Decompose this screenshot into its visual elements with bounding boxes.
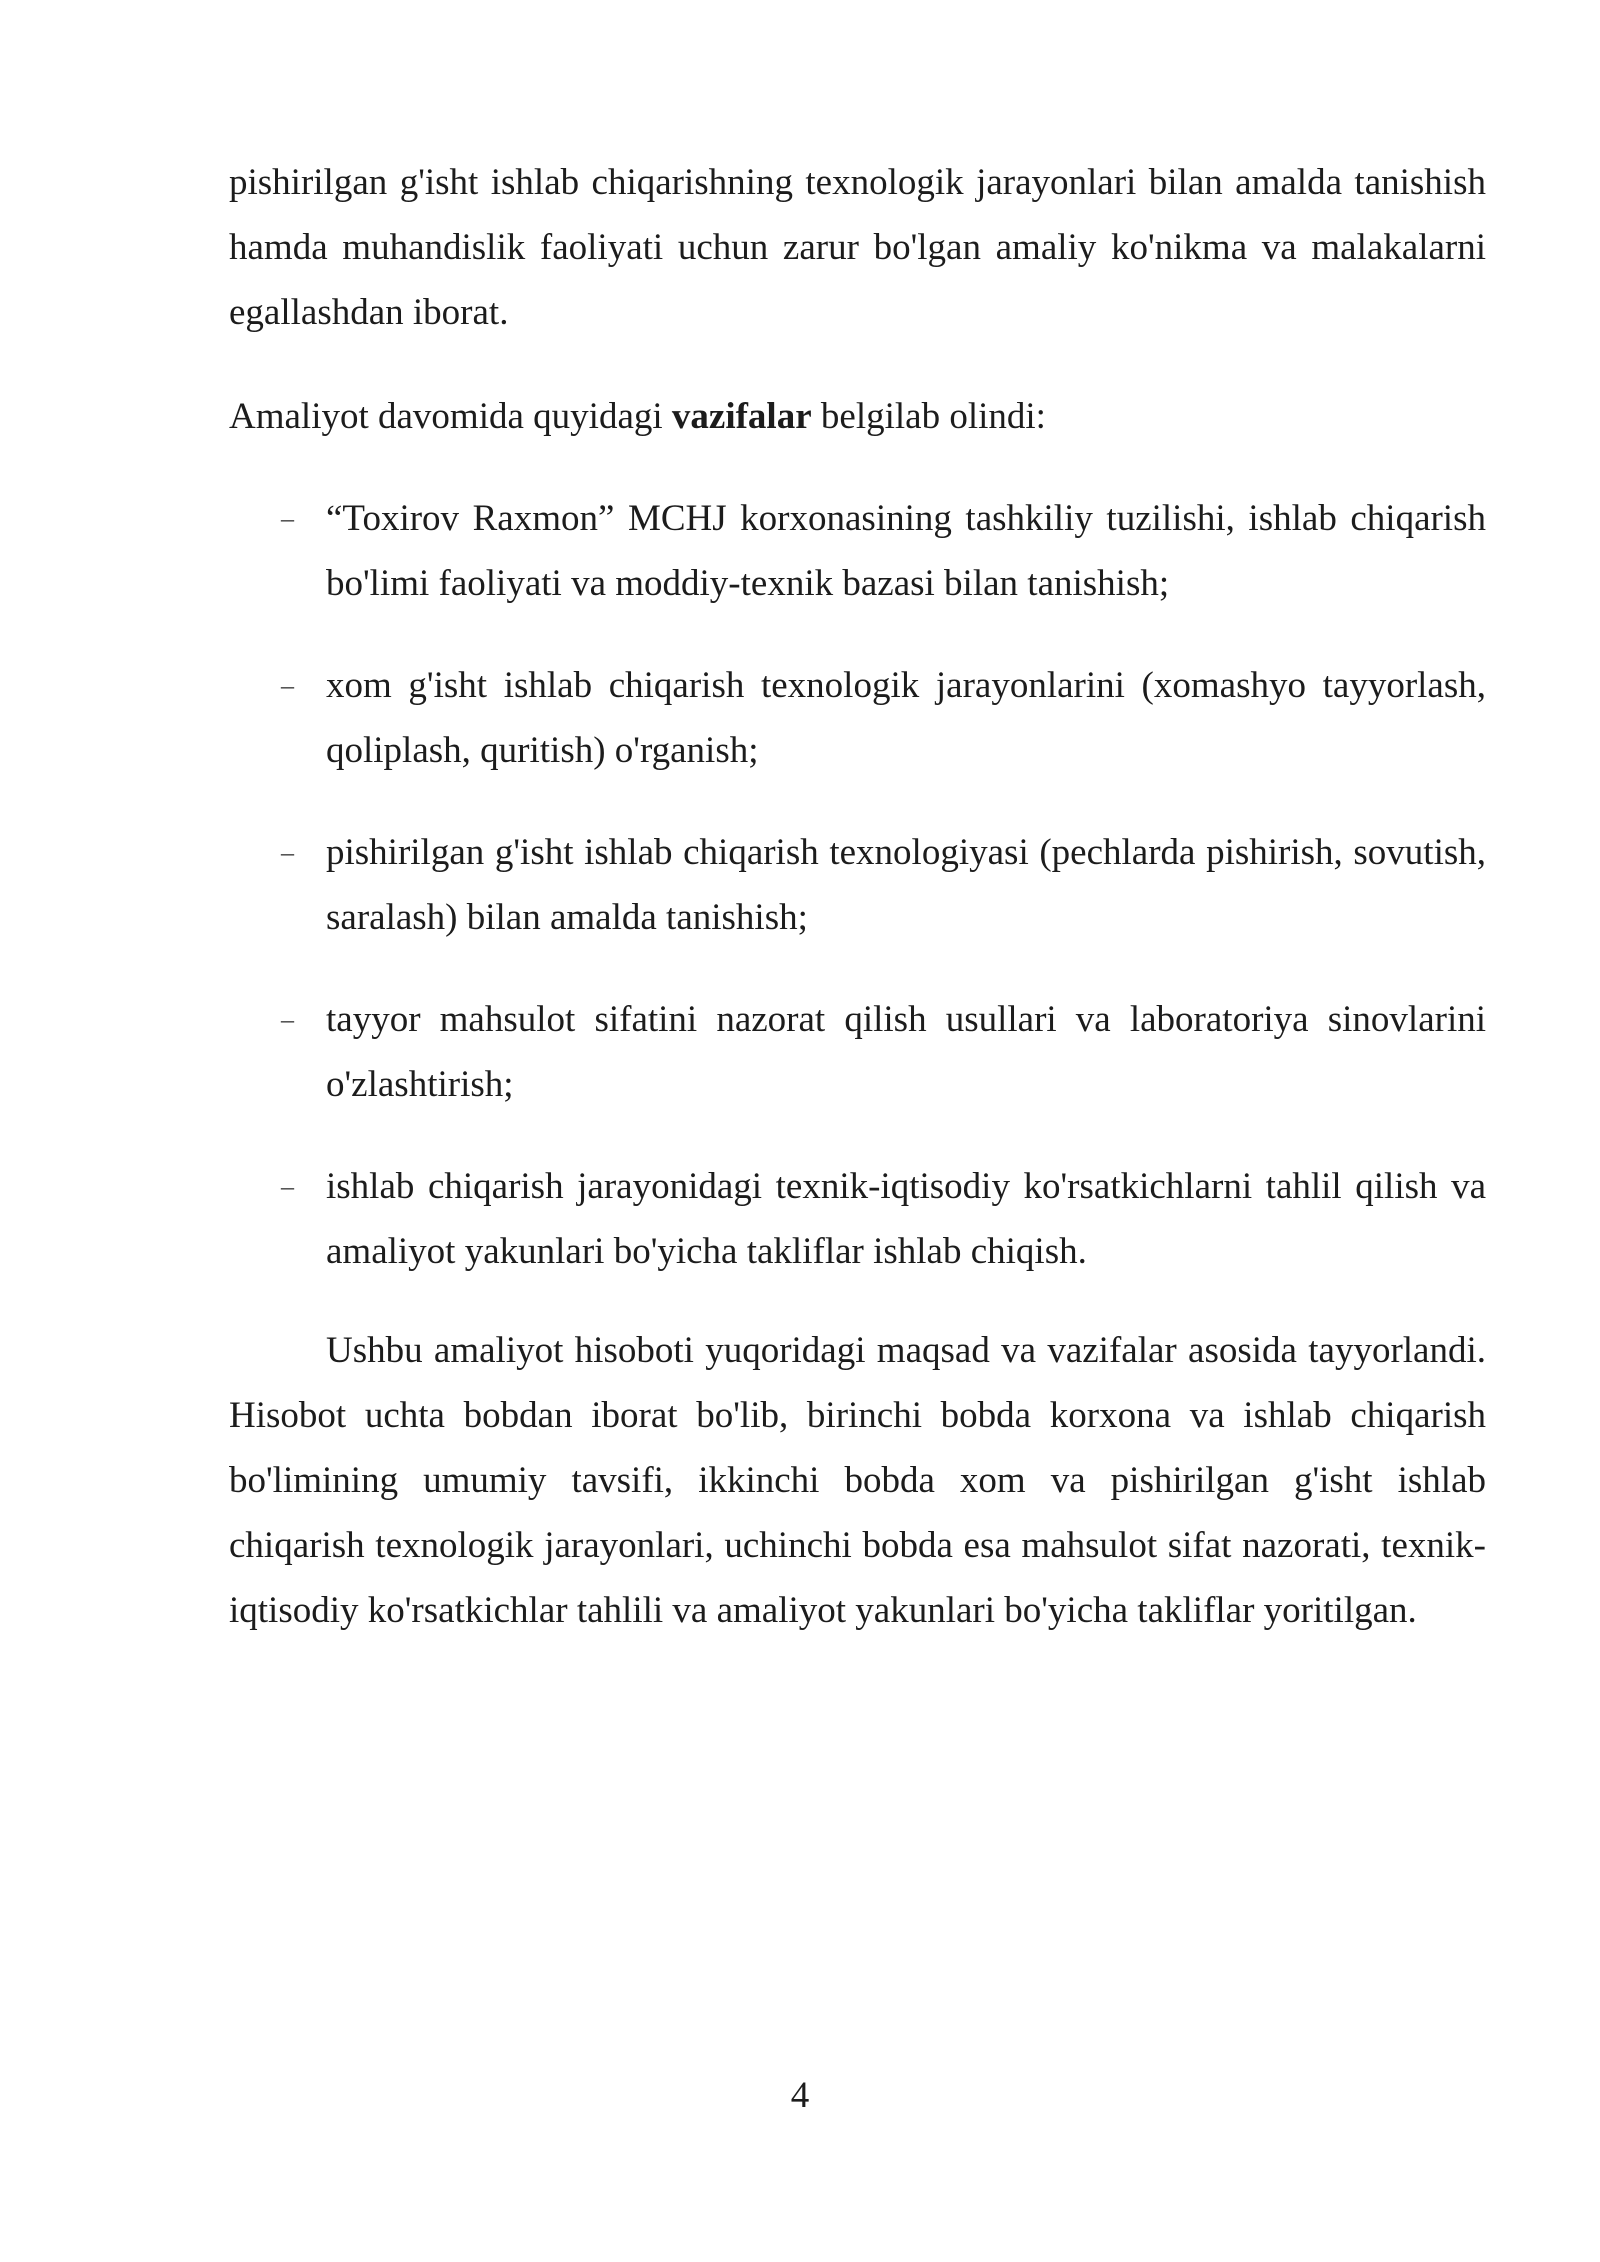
list-item (229, 820, 1486, 950)
list-item (229, 1154, 1486, 1284)
task-text: tayyor mahsulot sifatini nazorat qilish usullari va laboratoriya sinovlarini o'zlashtirish; (326, 999, 1486, 1105)
list-bullet: – (281, 671, 294, 700)
task-list (229, 486, 1486, 1284)
tasks-lead-bold: vazifalar (671, 396, 812, 437)
tasks-lead-before: Amaliyot davomida quyidagi (229, 396, 672, 437)
intro-paragraph: pishirilgan g'isht ishlab chiqarishning texnologik jarayonlari bilan amalda tanishish hamda muhandislik faoliyati uchun zarur bo'lgan amaliy ko'nikma va malakalarni egallashdan iborat. (229, 162, 1486, 333)
page-number: 4 (790, 2075, 810, 2116)
list-bullet: – (281, 504, 294, 533)
list-item (229, 486, 1486, 616)
list-item (229, 987, 1486, 1117)
task-text: “Toxirov Raxmon” MCHJ korxonasining tashkiliy tuzilishi, ishlab chiqarish bo'limi faoliyati va moddiy-texnik bazasi bilan tanishish; (326, 498, 1486, 604)
list-bullet: – (281, 1172, 294, 1201)
tasks-lead-after: belgilab olindi: (811, 396, 1046, 437)
task-text: ishlab chiqarish jarayonidagi texnik-iqtisodiy ko'rsatkichlarni tahlil qilish va amaliyot yakunlari bo'yicha takliflar ishlab chiqish. (326, 1166, 1486, 1272)
task-text: xom g'isht ishlab chiqarish texnologik jarayonlarini (xomashyo tayyorlash, qoliplash, quritish) o'rganish; (326, 665, 1486, 771)
list-bullet: – (281, 838, 294, 867)
document-page (229, 150, 1486, 1643)
closing-paragraph: Ushbu amaliyot hisoboti yuqoridagi maqsad va vazifalar asosida tayyorlandi. Hisobot uchta bobdan iborat bo'lib, birinchi bobda korxona va ishlab chiqarish bo'limining umumiy tavsifi, ikkinchi bobda xom va pishirilgan g'isht ishlab chiqarish texnologik jarayonlari, uchinchi bobda esa mahsulot sifat nazorati, texnik-iqtisodiy ko'rsatkichlar tahlili va amaliyot yakunlari bo'yicha takliflar yoritilgan. (229, 1330, 1486, 1631)
task-text: pishirilgan g'isht ishlab chiqarish texnologiyasi (pechlarda pishirish, sovutish, saralash) bilan amalda tanishish; (326, 832, 1486, 938)
list-item (229, 653, 1486, 783)
list-bullet: – (281, 1005, 294, 1034)
tasks-lead-paragraph (229, 384, 1486, 449)
